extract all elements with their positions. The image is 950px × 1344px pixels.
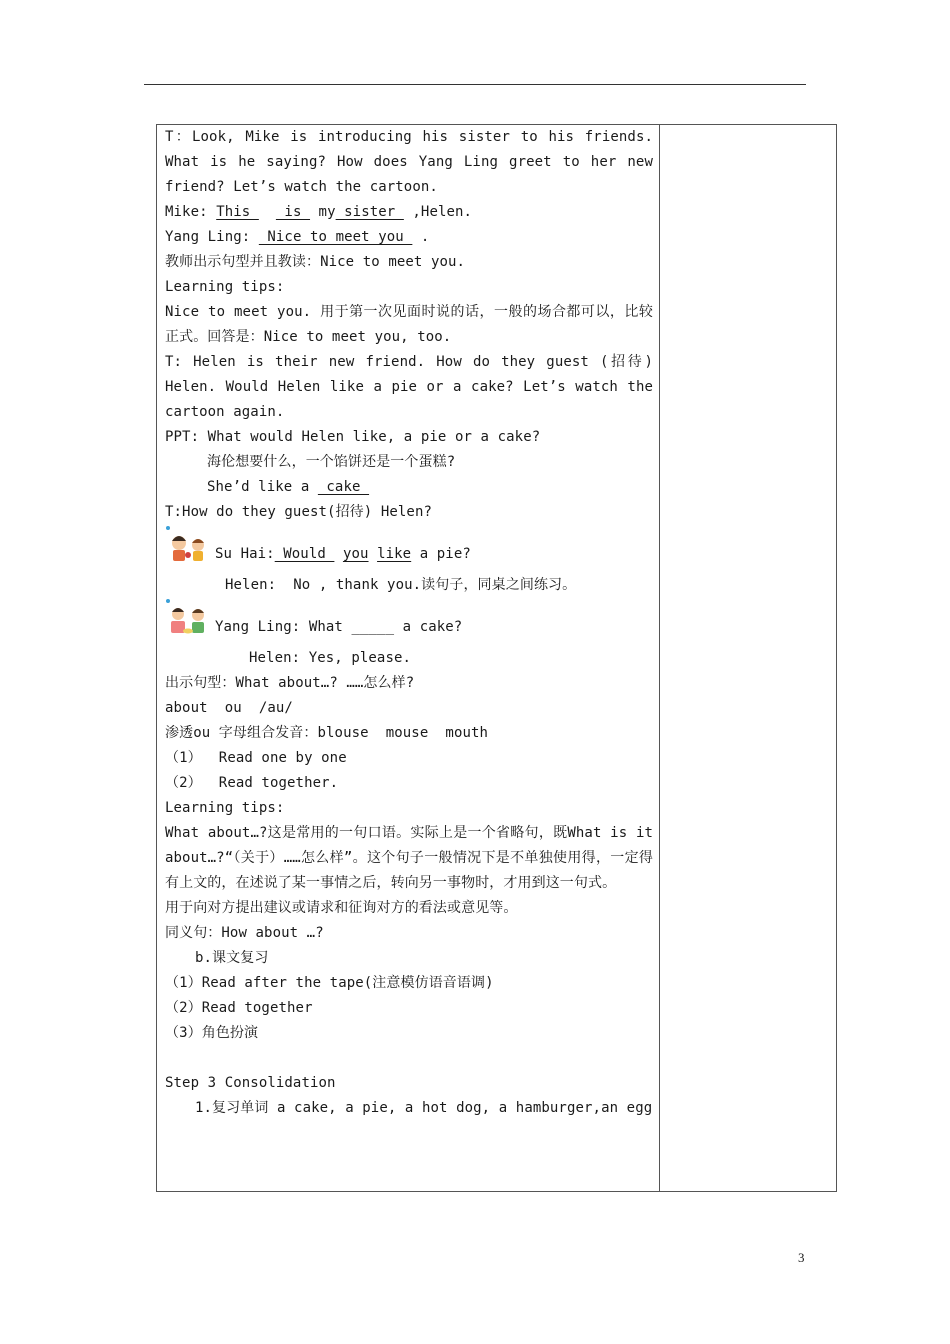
yangling-cartoon-image [165,598,211,638]
shed-like-line: She’d like a cake [207,479,370,495]
helen-no-line: Helen: No , thank you.读句子，同桌之间练习。 [225,577,577,593]
review-step-3: （3）角色扮演 [165,1025,259,1041]
lesson-content [165,125,653,1121]
step3-heading: Step 3 Consolidation [165,1075,336,1091]
ppt-question: PPT: What would Helen like, a pie or a cake? [165,429,541,445]
helen-paragraph: T: Helen is their new friend. How do they guest (招待) Helen. Would Helen like a pie or a cake? Let’s watch the cartoon again. [165,354,653,420]
learning-tips-body: Nice to meet you. 用于第一次见面时说的话，一般的场合都可以，比较正式。回答是：Nice to meet you, too. [165,304,653,345]
spacer [165,1046,653,1071]
mike-dialogue-line: Mike: This is my sister ,Helen. [165,204,473,220]
blank-this: This [216,204,259,220]
usage-note: 用于向对方提出建议或请求和征询对方的看法或意见等。 [165,900,518,916]
header-rule [144,84,806,85]
table-column-divider [659,124,660,1192]
blank-you: you [342,546,369,562]
review-step-2: （2）Read together [165,1000,313,1016]
blank-cake: cake [317,479,370,495]
yangling-row [165,598,653,644]
yangling-dialogue-line: Yang Ling: Nice to meet you . [165,229,430,245]
show-sentence-pattern: 出示句型：What about…? ……怎么样? [165,675,415,691]
ppt-question-chinese: 海伦想要什么，一个馅饼还是一个蛋糕? [207,454,456,470]
read-step-2: （2） Read together. [165,775,339,791]
suhai-row [165,525,653,571]
helen-yes-line: Helen: Yes, please. [249,650,412,666]
learning-tips-heading-2: Learning tips: [165,800,285,816]
learning-tips-heading: Learning tips: [165,279,285,295]
review-step-1: （1）Read after the tape(注意模仿语音语调) [165,975,494,991]
read-step-1: （1） Read one by one [165,750,347,766]
page-number: 3 [798,1250,805,1265]
learning-tips-body-2: What about…?这是常用的一句口语。实际上是一个省略句，既What is it about…?“（关于）……怎么样”。这个句子一般情况下是不单独使用得，一定得有上文的，在述说了某一事情之后，转向另一事物时，才用到这一句式。 [165,825,653,891]
teacher-instruction: 教师出示句型并且教读：Nice to meet you. [165,254,466,270]
blank-sister: sister [335,204,404,220]
text-review-heading: b.课文复习 [195,950,269,966]
guest-question: T:How do they guest(招待) Helen? [165,504,433,520]
suhai-line: Su Hai: Would you like a pie? [215,546,471,562]
blank-like: like [377,546,412,562]
suhai-cartoon-image [165,525,211,565]
review-words: 1.复习单词 a cake, a pie, a hot dog, a hamburger,an egg [195,1100,653,1116]
about-phonics: about ou /au/ [165,700,293,716]
intro-paragraph: T：Look, Mike is introducing his sister to his friends. What is he saying? How does Yang Ling greet to her new friend? Let’s watch the cartoon. [165,129,653,195]
synonym-sentence: 同义句：How about …? [165,925,324,941]
ou-phonics: 渗透ou 字母组合发音：blouse mouse mouth [165,725,489,741]
blank-would: Would [274,546,335,562]
yangling-what-line: Yang Ling: What _____ a cake? [215,619,463,635]
blank-is: is [275,204,311,220]
blank-nice-to-meet-you: Nice to meet you [258,229,413,245]
